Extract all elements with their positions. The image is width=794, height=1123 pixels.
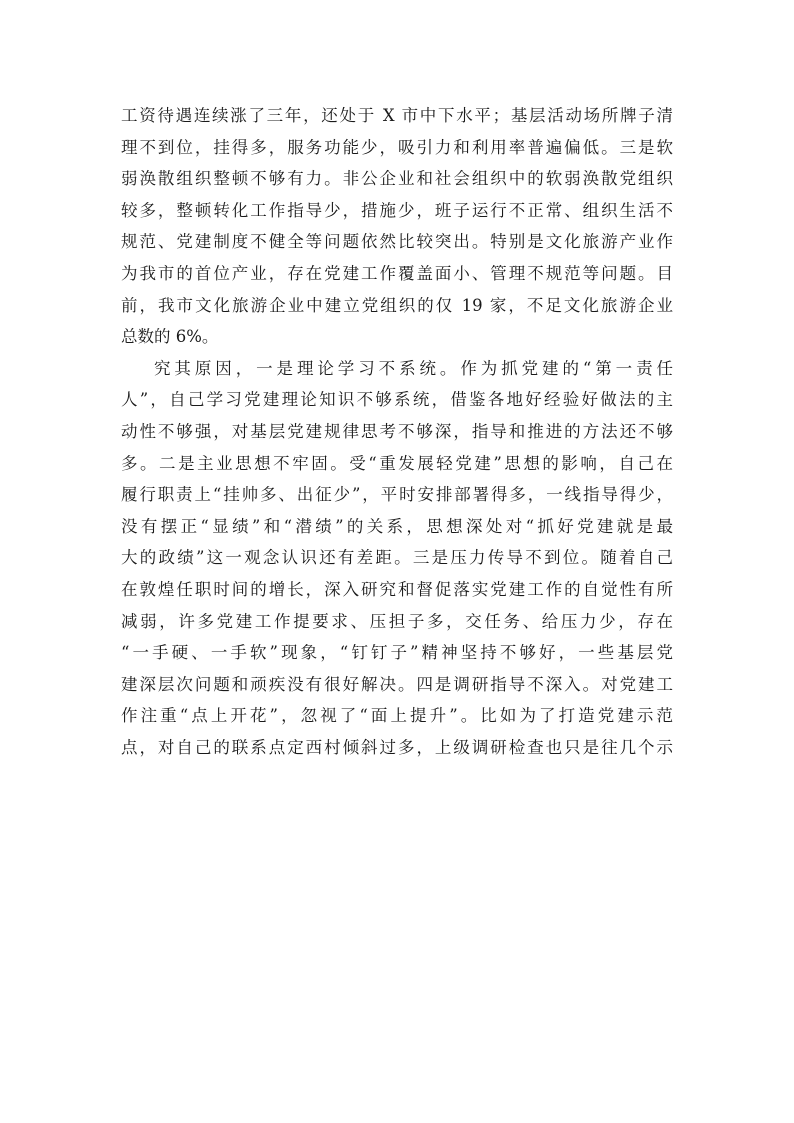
text-line: 理不到位，挂得多，服务功能少，吸引力和利用率普遍偏低。三是软 [121,137,673,157]
text-line: 为我市的首位产业，存在党建工作覆盖面小、管理不规范等问题。目 [121,263,673,283]
text-line: 总数的 6%。 [121,327,219,347]
text-line: 没有摆正“显绩”和“潜绩”的关系，思想深处对“抓好党建就是最 [121,516,673,536]
text-line: 动性不够强，对基层党建规律思考不够深，指导和推进的方法还不够 [121,421,673,441]
text-line: 点，对自己的联系点定西村倾斜过多，上级调研检查也只是往几个示 [121,737,673,757]
text-line: 规范、党建制度不健全等问题依然比较突出。特别是文化旅游产业作 [121,232,673,252]
body-text [121,100,673,763]
text-line: 多。二是主业思想不牢固。受“重发展轻党建”思想的影响，自己在 [121,453,673,473]
text-line: 建深层次问题和顽疾没有很好解决。四是调研指导不深入。对党建工 [121,674,673,694]
text-line: 弱涣散组织整顿不够有力。非公企业和社会组织中的软弱涣散党组织 [121,169,673,189]
text-line: 前，我市文化旅游企业中建立党组织的仅 19 家，不足文化旅游企业 [121,295,673,315]
text-line: 人”，自己学习党建理论知识不够系统，借鉴各地好经验好做法的主 [121,390,673,410]
text-line: 大的政绩”这一观念认识还有差距。三是压力传导不到位。随着自己 [121,548,673,568]
paragraph-2 [121,353,673,764]
text-line: 减弱，许多党建工作提要求、压担子多，交任务、给压力少，存在 [121,611,673,631]
text-line: “一手硬、一手软”现象，“钉钉子”精神坚持不够好，一些基层党 [121,643,673,663]
text-line: 较多，整顿转化工作指导少，措施少，班子运行不正常、组织生活不 [121,200,673,220]
text-line: 在敦煌任职时间的增长，深入研究和督促落实党建工作的自觉性有所 [121,579,673,599]
text-line: 究其原因，一是理论学习不系统。作为抓党建的“第一责任 [154,358,673,378]
paragraph-1 [121,100,673,353]
text-line: 履行职责上“挂帅多、出征少”，平时安排部署得多，一线指导得少， [121,485,673,505]
text-line: 作注重“点上开花”，忽视了“面上提升”。比如为了打造党建示范 [121,706,673,726]
text-line: 工资待遇连续涨了三年，还处于 X 市中下水平；基层活动场所牌子清 [121,106,673,125]
